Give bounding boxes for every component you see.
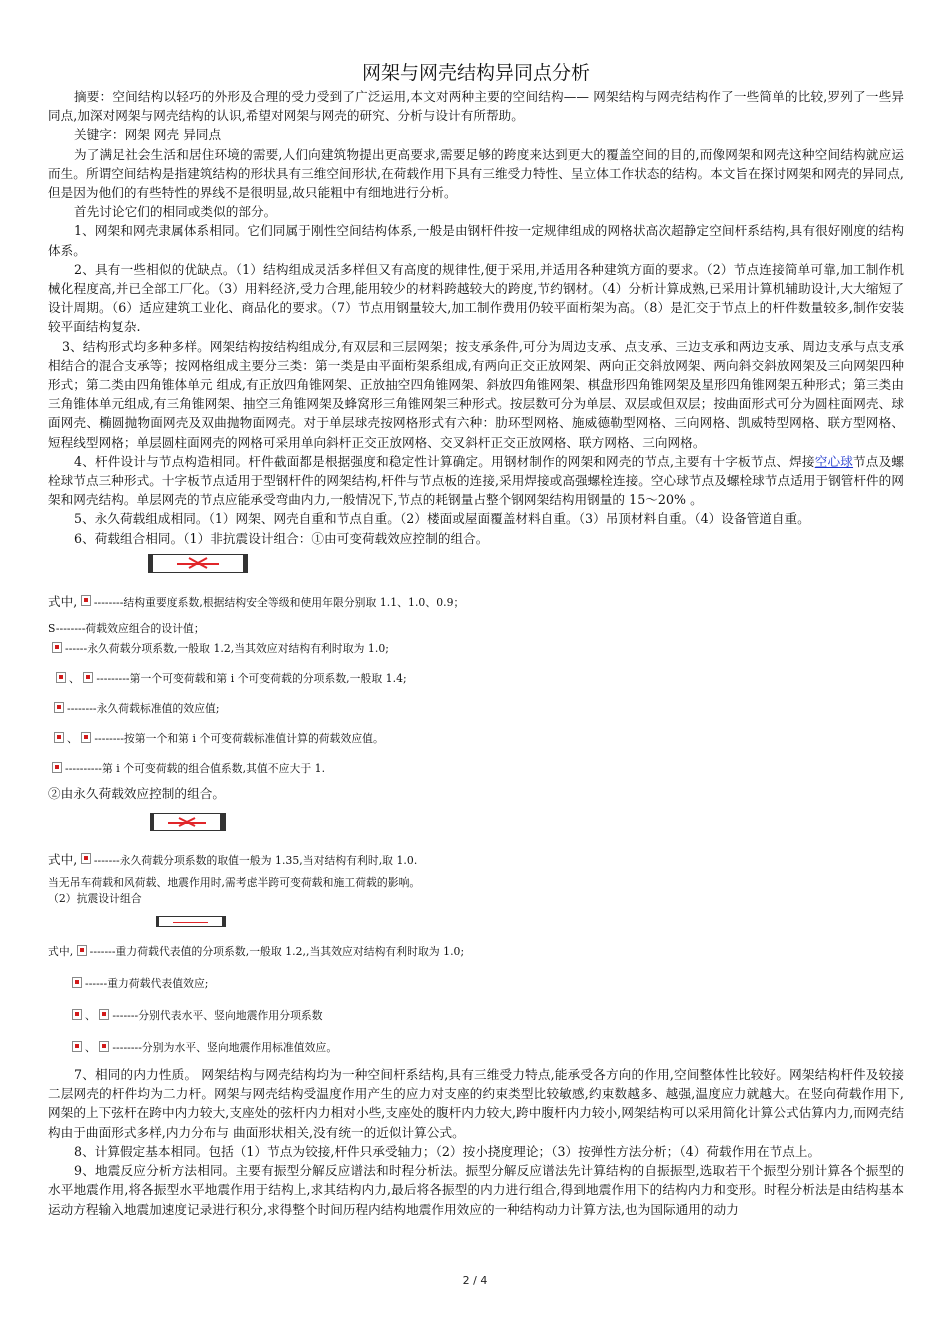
broken-image-icon (83, 672, 93, 683)
f1-line-1 (48, 595, 904, 610)
formula-1-line (177, 563, 219, 565)
formula-image-2 (150, 813, 226, 831)
f1-line-4 (48, 672, 904, 686)
broken-image-icon (99, 1009, 109, 1020)
section-5: 5、永久荷载组成相同。（1）网架、网壳自重和节点自重。（2）楼面或屋面覆盖材料自重。（3）吊顶材料自重。（4）设备管道自重。 (74, 511, 810, 527)
f3-line-3-text: -------分别代表水平、竖向地震作用分项系数 (112, 1009, 323, 1023)
f3-line-2-text: ------重力荷载代表值效应; (85, 977, 209, 991)
f1-line-7-text: ----------第 i 个可变荷载的组合值系数,其值不应大于 1. (65, 761, 326, 775)
f1-line-3-text: ------永久荷载分项系数,一般取 1.2,当其效应对结构有利时取为 1.0; (65, 641, 389, 655)
broken-image-icon (81, 595, 91, 606)
formula-image-3 (156, 916, 226, 927)
broken-image-icon (52, 642, 62, 653)
f3-line-1 (48, 945, 904, 959)
hollow-sphere-link[interactable]: 空心球 (814, 453, 854, 469)
f3-line-2 (48, 977, 904, 991)
f3-line-3 (48, 1009, 904, 1023)
section-7: 7、相同的内力性质。 网架结构与网壳结构均为一种空间杆系结构,具有三维受力特点,能承受各方向的作用,空间整体性比较好。网架结构杆件及较接二层网壳的杆件均为二力杆。网架与网壳结构受温度作用产生的应力对支座的约束类型比较敏感,约束数越多、越强,温度应力就越大。在竖向荷载作用下,网架的上下弦杆在跨中内力较大,支座处的弦杆内力相对小些,支座处的腹杆内力较大,跨中腹杆内力较小,网架结构可以采用简化计算公式估算内力,而网壳结构由于曲面形式多样,内力分布与 曲面形状相关,没有统一的近似计算公式。 (48, 1067, 904, 1140)
f2-note: 当无吊车荷载和风荷载、地震作用时,需考虑半跨可变荷载和施工荷载的影响。 (48, 876, 421, 890)
broken-image-icon (54, 702, 64, 713)
f2-line-1-text: -------永久荷载分项系数的取值一般为 1.35,当对结构有利时,取 1.0. (93, 854, 418, 868)
f3-line-1-text: -------重力荷载代表值的分项系数,一般取 1.2,,当其效应对结构有利时取为 1.0; (89, 945, 465, 959)
broken-image-icon (72, 977, 82, 988)
section-4-text-a: 4、杆件设计与节点构造相同。杆件截面都是根据强度和稳定性计算确定。用钢材制作的网架和网壳的节点,主要有十字板节点、焊接 (74, 453, 815, 469)
f3-prefix: 式中, (48, 945, 74, 959)
first-line: 首先讨论它们的相同或类似的部分。 (74, 204, 277, 220)
formula-3-line (173, 922, 208, 923)
f3-line-3-sep: 、 (85, 1009, 96, 1023)
broken-image-icon (77, 945, 87, 956)
f1-line-6 (48, 732, 904, 746)
broken-image-icon (72, 1041, 82, 1052)
broken-image-icon (52, 762, 62, 773)
broken-image-icon (81, 853, 91, 864)
broken-image-icon (72, 1009, 82, 1020)
section-2: 2、具有一些相似的优缺点。（1）结构组成灵活多样但又有高度的规律性,便于采用,并适用各种建筑方面的要求。（2）节点连接简单可靠,加工制作机械化程度高,并已全部工厂化。（3）用料经济,受力合理,能用较少的材料跨越较大的跨度,节约钢材。（4）分析计算成熟,已采用计算机辅助设计,大大缩短了设计周期。（6）适应建筑工业化、商品化的要求。（7）节点用钢量较大,加工制作费用仍较平面桁架为高。（8）是汇交于节点上的杆件数量较多,制作安装较平面结构复杂. (48, 261, 904, 335)
broken-image-icon (81, 732, 91, 743)
f1-prefix: 式中, (48, 593, 78, 609)
f2-line-1 (48, 853, 904, 868)
seismic-heading: （2）抗震设计组合 (48, 892, 142, 906)
formula-2-line (168, 822, 206, 824)
f1-line-1-text: --------结构重要度系数,根据结构安全等级和使用年限分别取 1.1、1.0、0.9； (93, 595, 465, 609)
f1-line-2: S--------荷载效应组合的设计值； (48, 621, 205, 635)
f3-line-4-sep: 、 (85, 1041, 96, 1055)
document-page (48, 58, 904, 1219)
f1-line-7 (48, 762, 904, 776)
f1-line-6-text: --------按第一个和第 i 个可变荷载标准值计算的荷载效应值。 (94, 731, 384, 745)
broken-image-icon (56, 672, 66, 683)
f2-prefix: 式中, (48, 852, 78, 868)
f1-line-6-sep: 、 (67, 731, 78, 745)
f1-line-5-text: --------永久荷载标准值的效应值; (67, 701, 220, 715)
page-title: 网架与网壳结构异同点分析 (361, 62, 590, 84)
formula-image-1 (148, 554, 248, 573)
section-3: 3、结构形式均多种多样。网架结构按结构组成分,有双层和三层网架；按支承条件,可分为周边支承、点支承、三边支承和两边支承、周边支承与点支承相结合的混合支承等；按网格组成主要分三类：第一类是由平面桁架系组成,有两向正交正放网架、两向正交斜放网架、两向斜交斜放网架及三向网架四种形式；第二类由四角锥体单元 组成,有正放四角锥网架、正放抽空四角锥网架、斜放四角锥网架、棋盘形四角锥网架及星形四角锥网架五种形式；第三类由三角锥体单元组成,有三角锥网架、抽空三角锥网架及蜂窝形三角锥网架三种形式。按层数可分为单层、双层或但双层；按曲面形式可分为圆柱面网壳、球面网壳、椭圆抛物面网壳及双曲抛物面网壳。对于单层球壳按网格形式有六种：肋环型网格、施威德勒型网格、三向网格、凯威特型网格、联方型网格、短程线型网格；单层圆柱面网壳的网格可采用单向斜杆正交正放网格、交叉斜杆正交正放网格、联方网格、三向网格。 (48, 338, 904, 450)
broken-image-icon (99, 1041, 109, 1052)
combo-2-heading: ②由永久荷载效应控制的组合。 (48, 785, 226, 801)
section-1: 1、网架和网壳隶属体系相同。它们同属于刚性空间结构体系,一般是由钢杆件按一定规律组成的网格状高次超静定空间杆系结构,具有很好刚度的结构体系。 (48, 223, 904, 258)
formula-1-graphic (148, 554, 248, 573)
abstract: 摘要：空间结构以轻巧的外形及合理的受力受到了广泛运用,本文对两种主要的空间结构—— 网架结构与网壳结构作了一些简单的比较,罗列了一些异同点,加深对网架与网壳结构的认识,希望对网架与网壳的研究、分析与设计有所帮助。 (48, 89, 904, 124)
section-8: 8、计算假定基本相同。包括（1）节点为铰接,杆件只承受轴力；（2）按小挠度理论；（3）按弹性方法分析；（4）荷载作用在节点上。 (74, 1143, 821, 1159)
section-4-text-b: 节点及螺栓球节点三种形式。十字板节点适用于型钢杆件的网架结构,杆件与节点板的连接,采用焊接或高强螺栓连接。空心球节点及螺栓球节点适用于钢管杆件的网架和网壳结构。单层网壳的节点应能承受弯曲内力,一般情况下,节点的耗钢量占整个钢网架结构用钢量的 15～20% 。 (48, 453, 905, 508)
f1-line-3 (48, 642, 904, 656)
keywords: 关键字：网架 网壳 异同点 (74, 127, 222, 143)
section-4 (48, 452, 904, 510)
intro-paragraph: 为了满足社会生活和居住环境的需要,人们向建筑物提出更高要求,需要足够的跨度来达到更大的覆盖空间的目的,而像网架和网壳这种空间结构就应运而生。所谓空间结构是指建筑结构的形状具有三维空间形状,在荷载作用下具有三维受力特性、呈立体工作状态的结构。本文旨在探讨网架和网壳的异同点,但是因为他们的有些特性的界线不是很明显,故只能粗中有细地进行分析。 (48, 146, 904, 201)
broken-image-icon (54, 732, 64, 743)
section-6: 6、荷载组合相同。（1）非抗震设计组合：①由可变荷载效应控制的组合。 (74, 530, 489, 546)
formula-2-graphic (150, 813, 226, 831)
section-9: 9、地震反应分析方法相同。主要有振型分解反应谱法和时程分析法。振型分解反应谱法先计算结构的自振振型,选取若干个振型分别计算各个振型的水平地震作用,将各振型水平地震作用于结构上,求其结构内力,最后将各振型的内力进行组合,得到地震作用下的结构内力和变形。时程分析法是由结构基本运动方程输入地震加速度记录进行积分,求得整个时间历程内结构地震作用效应的一种结构动力计算方法,也为国际通用的动力 (48, 1163, 904, 1217)
f3-line-4-text: --------分别为水平、竖向地震作用标准值效应。 (112, 1041, 338, 1055)
f3-line-4 (48, 1041, 904, 1055)
f1-line-4-text: ---------第一个可变荷载和第 i 个可变荷载的分项系数,一般取 1.4; (96, 671, 407, 685)
formula-3-graphic (156, 916, 226, 927)
page-number: 2 / 4 (462, 1274, 488, 1287)
f1-line-5 (48, 702, 904, 716)
f1-line-4-sep: 、 (69, 671, 80, 685)
